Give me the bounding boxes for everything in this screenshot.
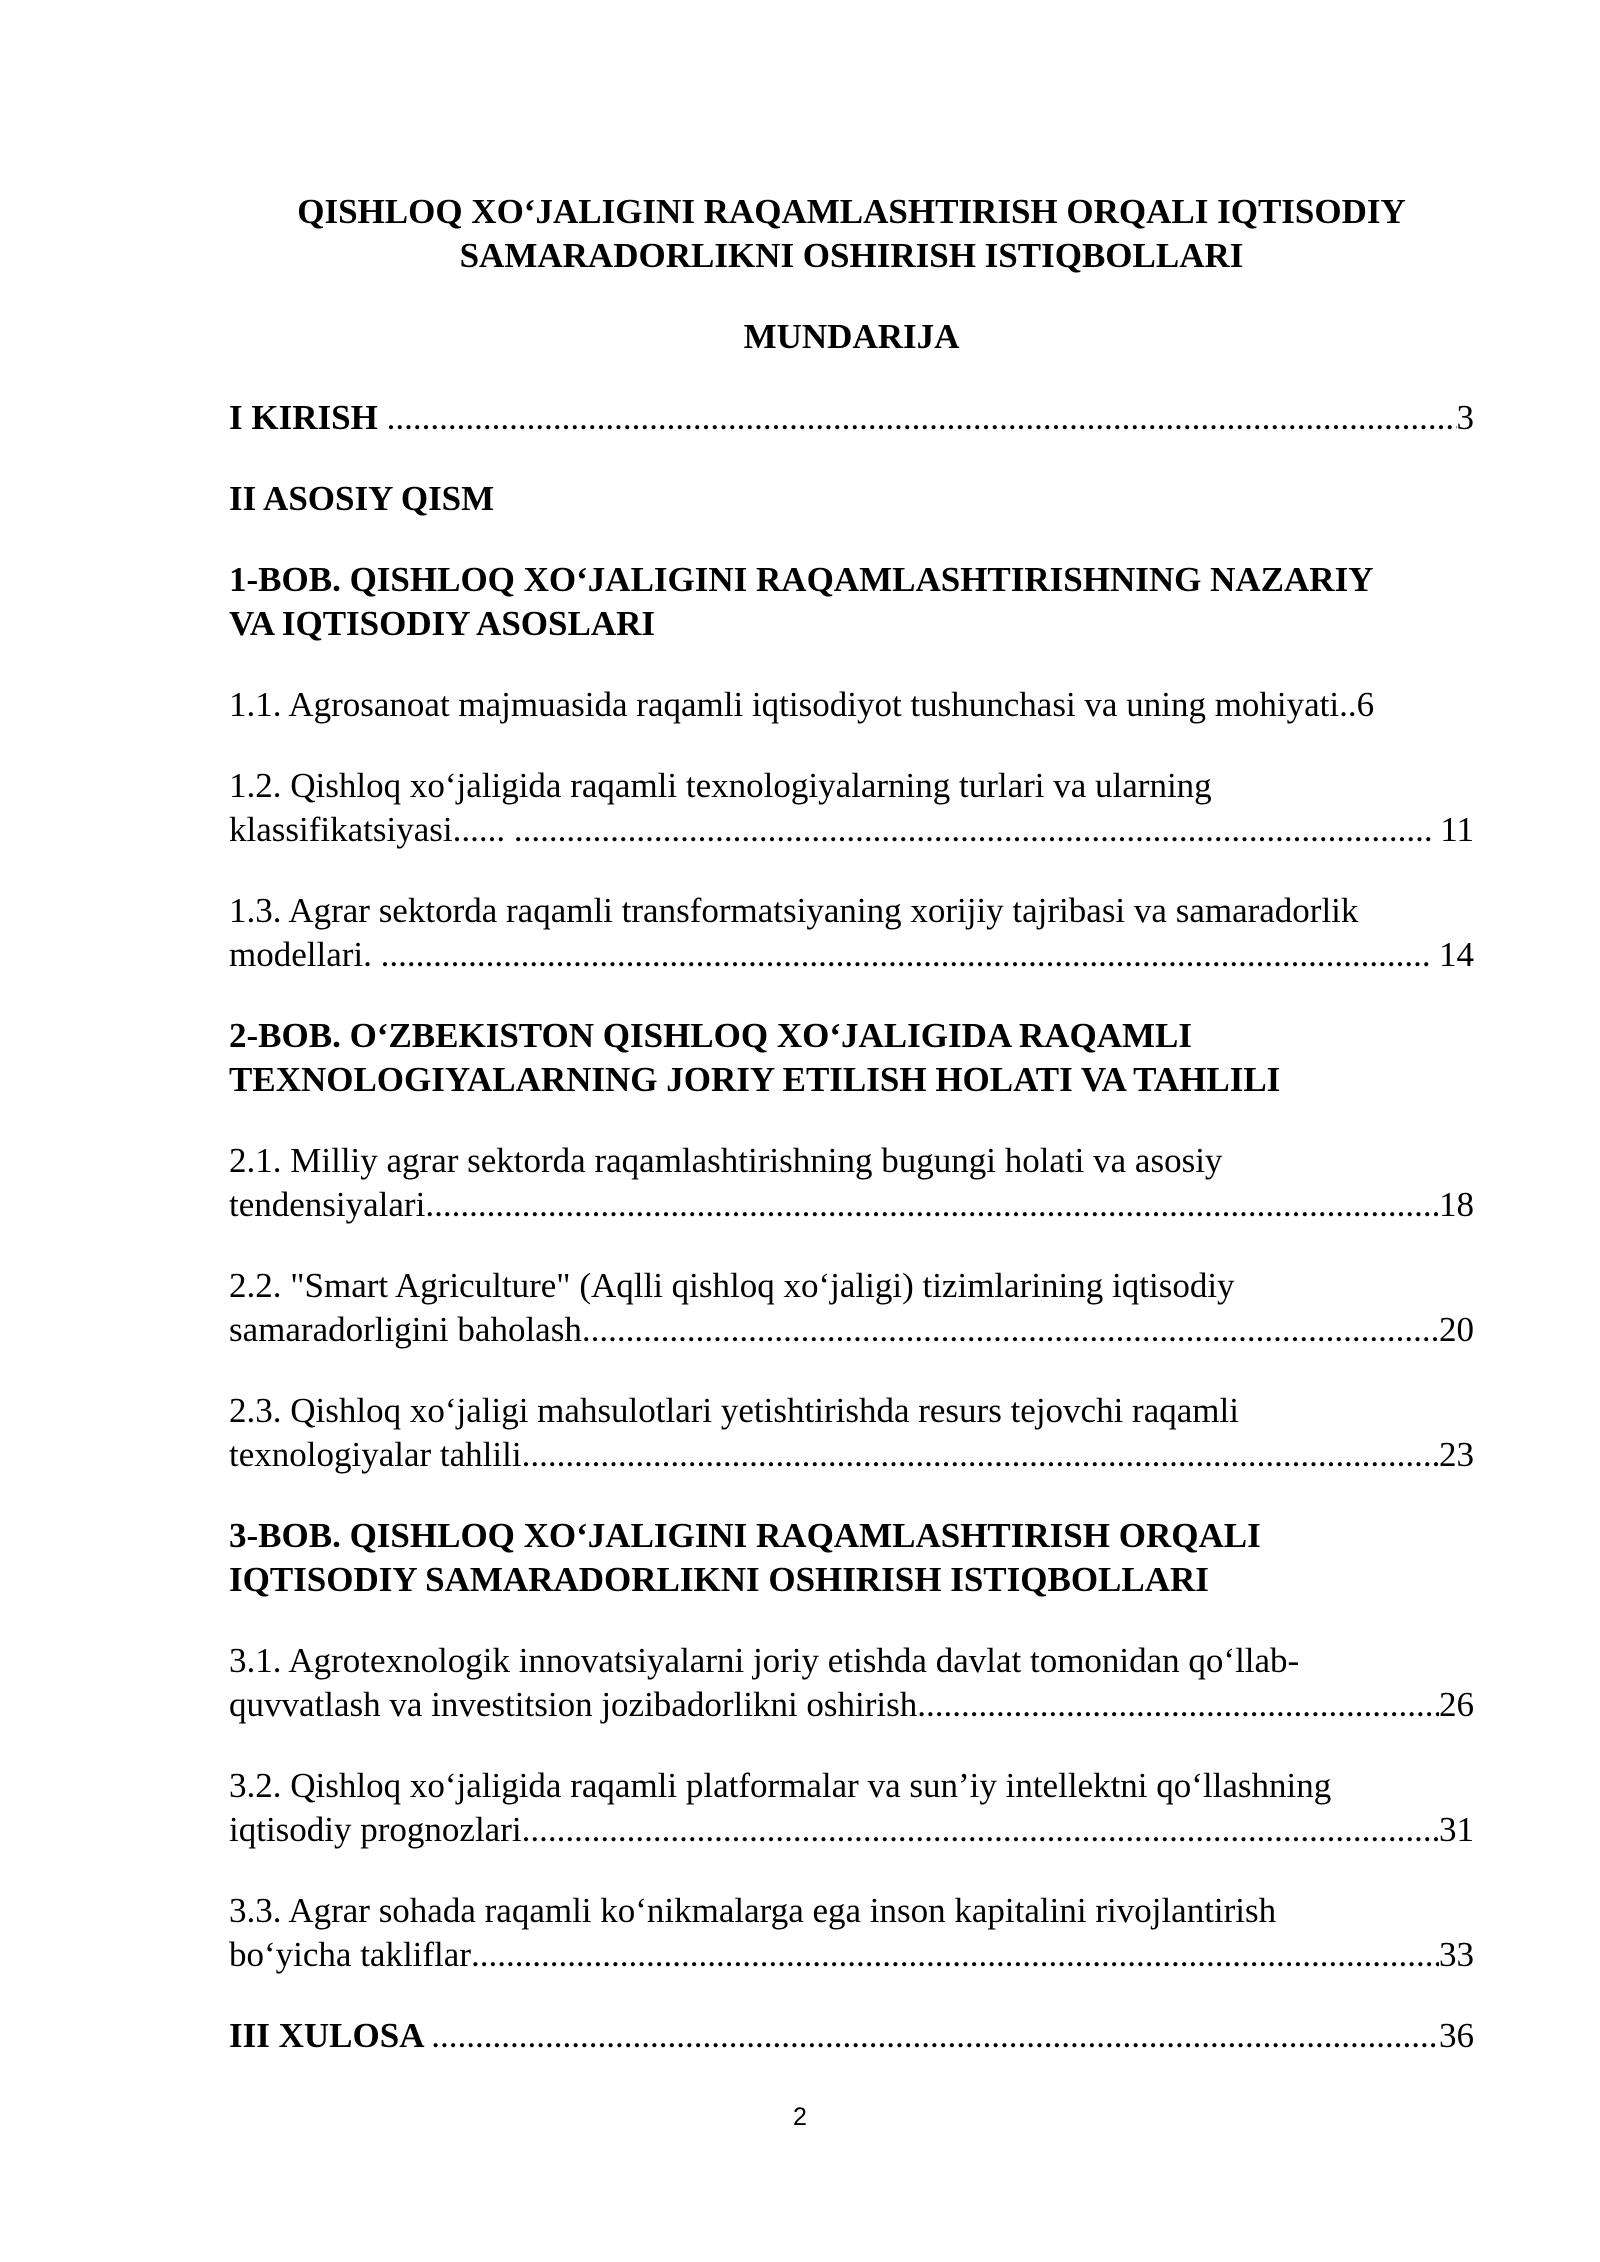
toc-page-number: 11 [1431, 810, 1474, 849]
toc-entry-1-1[interactable] [229, 683, 1474, 727]
toc-page-number: 20 [1439, 1310, 1474, 1349]
toc-entry-line-2: tendensiyalari [229, 1185, 426, 1224]
dot-leader [381, 933, 1431, 977]
toc-entry-chapter-1[interactable] [229, 558, 1474, 646]
toc-entry-label: I KIRISH [229, 398, 387, 437]
toc-page-number: 14 [1430, 935, 1474, 974]
title-line-2: SAMARADORLIKNI OSHIRISH ISTIQBOLLARI [459, 236, 1244, 275]
toc-entry-line-1: 2.2. "Smart Agriculture" (Aqlli qishloq xo‘jaligi) tizimlarining iqtisodiy [229, 1266, 1235, 1305]
toc-entry-line-1: 1.2. Qishloq xo‘jaligida raqamli texnologiyalarning turlari va ularning [229, 766, 1212, 805]
toc-page-number: 18 [1439, 1185, 1474, 1224]
dot-leader [425, 1183, 1439, 1227]
toc-entry-line-1: 3.2. Qishloq xo‘jaligida raqamli platformalar va sun’iy intellektni qo‘llashning [229, 1766, 1332, 1805]
dot-leader [582, 1308, 1439, 1352]
toc-entry-label: II ASOSIY QISM [229, 479, 495, 518]
toc-entry-2-1[interactable] [229, 1139, 1474, 1227]
toc-heading: MUNDARIJA [743, 317, 960, 356]
chapter-line-2: IQTISODIY SAMARADORLIKNI OSHIRISH ISTIQBOLLARI [229, 1560, 1209, 1599]
toc-entry-line-1: 1.3. Agrar sektorda raqamli transformatsiyaning xorijiy tajribasi va samaradorlik [229, 891, 1359, 930]
toc-entry-line-2: quvvatlash va investitsion jozibadorlikni oshirish [229, 1685, 918, 1724]
dot-leader [522, 1808, 1439, 1852]
dot-leader [917, 1683, 1439, 1727]
toc-entry-chapter-2[interactable] [229, 1014, 1474, 1102]
chapter-line-2: VA IQTISODIY ASOSLARI [229, 604, 655, 643]
toc-entry-line-1: 3.1. Agrotexnologik innovatsiyalarni joriy etishda davlat tomonidan qo‘llab- [229, 1641, 1300, 1680]
dot-leader [522, 1433, 1439, 1477]
chapter-line-1: 1-BOB. QISHLOQ XO‘JALIGINI RAQAMLASHTIRISHNING NAZARIY [229, 560, 1374, 599]
toc-page-number: 26 [1439, 1685, 1474, 1724]
dot-leader [387, 396, 1457, 440]
document-page [229, 190, 1474, 2095]
dot-leader [431, 2014, 1439, 2058]
toc-entry-3-1[interactable] [229, 1639, 1474, 1727]
chapter-line-1: 3-BOB. QISHLOQ XO‘JALIGINI RAQAMLASHTIRISH ORQALI [229, 1516, 1261, 1555]
toc-entry-asosiy-qism[interactable] [229, 477, 1474, 521]
toc-entry-line-1: 2.1. Milliy agrar sektorda raqamlashtirishning bugungi holati va asosiy [229, 1141, 1223, 1180]
toc-entry-line-2: modellari. [229, 935, 381, 974]
document-title [229, 190, 1474, 278]
toc-entry-label: III XULOSA [229, 2016, 432, 2055]
table-of-contents [229, 396, 1474, 2058]
toc-entry-1-2[interactable] [229, 764, 1474, 852]
toc-entry-line-2: samaradorligini baholash [229, 1310, 582, 1349]
dot-leader [514, 808, 1432, 852]
toc-entry-3-2[interactable] [229, 1764, 1474, 1852]
toc-entry-line-2: bo‘yicha takliflar [229, 1935, 471, 1974]
toc-entry-3-3[interactable] [229, 1889, 1474, 1977]
toc-entry-line-2: klassifikatsiyasi...... [229, 810, 514, 849]
toc-entry-2-3[interactable] [229, 1389, 1474, 1477]
toc-page-number: 23 [1439, 1435, 1474, 1474]
toc-entry-line-2: texnologiyalar tahlili [229, 1435, 522, 1474]
toc-entry-line-1: 2.3. Qishloq xo‘jaligi mahsulotlari yetishtirishda resurs tejovchi raqamli [229, 1391, 1239, 1430]
dot-leader: .. [1339, 685, 1357, 724]
toc-entry-xulosa[interactable] [229, 2014, 1474, 2058]
toc-page-number: 33 [1439, 1935, 1474, 1974]
toc-entry-label: 1.1. Agrosanoat majmuasida raqamli iqtisodiyot tushunchasi va uning mohiyati [229, 685, 1340, 724]
toc-entry-line-1: 3.3. Agrar sohada raqamli ko‘nikmalarga ega inson kapitalini rivojlantirish [229, 1891, 1277, 1930]
toc-page-number: 3 [1456, 398, 1474, 437]
chapter-line-2: TEXNOLOGIYALARNING JORIY ETILISH HOLATI VA TAHLILI [229, 1060, 1281, 1099]
title-line-1: QISHLOQ XO‘JALIGINI RAQAMLASHTIRISH ORQALI IQTISODIY [297, 192, 1406, 231]
toc-entry-line-2: iqtisodiy prognozlari [229, 1810, 522, 1849]
chapter-line-1: 2-BOB. O‘ZBEKISTON QISHLOQ XO‘JALIGIDA RAQAMLI [229, 1016, 1192, 1055]
toc-entry-2-2[interactable] [229, 1264, 1474, 1352]
toc-entry-chapter-3[interactable] [229, 1514, 1474, 1602]
toc-page-number: 31 [1439, 1810, 1474, 1849]
toc-page-number: 36 [1439, 2016, 1474, 2055]
page-number: 2 [793, 2103, 807, 2131]
toc-entry-1-3[interactable] [229, 889, 1474, 977]
dot-leader [471, 1933, 1439, 1977]
toc-page-number: 6 [1356, 685, 1375, 724]
toc-entry-kirish[interactable] [229, 396, 1474, 440]
